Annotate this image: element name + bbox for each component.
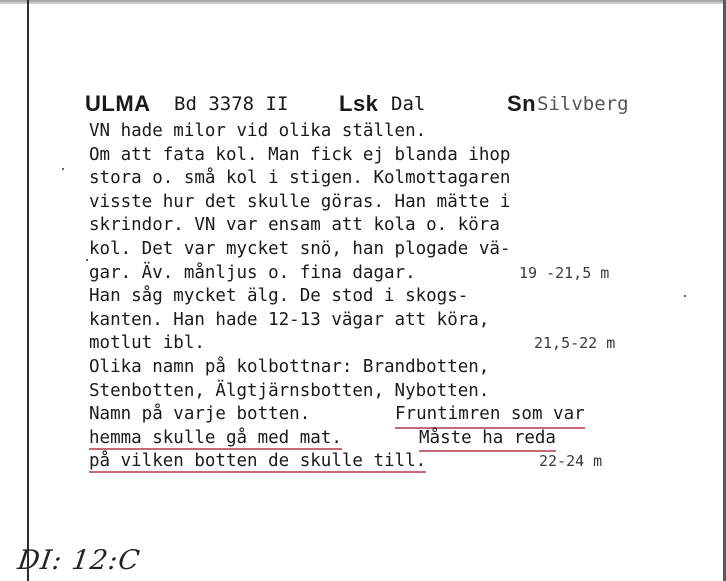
text-line [89, 262, 699, 286]
archive-signature: DI: 12:C [15, 545, 143, 576]
underlined-phrase: Fruntimren som var [395, 403, 585, 429]
text-line: Olika namn på kolbottnar: Brandbotten, [89, 356, 490, 377]
paper-speck [86, 259, 88, 261]
margin-note: 22-24 m [539, 452, 603, 471]
record-number: Bd 3378 II [174, 93, 289, 115]
text-fragment: motlut ibl. [89, 333, 205, 354]
text-line: kol. Det var mycket snö, han plogade vä- [89, 238, 511, 259]
underlined-phrase: på vilken botten de skulle till. [89, 451, 427, 472]
lsk-value: Dal [391, 93, 426, 115]
text-line: Stenbotten, Älgtjärnsbotten, Nybotten. [89, 380, 490, 401]
margin-note: 21,5-22 m [534, 334, 616, 353]
text-fragment: gar. Äv. månljus o. fina dagar. [89, 262, 416, 283]
text-line [89, 332, 699, 356]
lsk-label: Lsk [339, 91, 379, 116]
text-line [89, 427, 699, 451]
sn-label: Sn [507, 91, 537, 116]
text-line: VN hade milor vid olika ställen. [89, 121, 427, 141]
text-line: stora o. små kol i stigen. Kolmottagaren [89, 168, 511, 189]
text-line: Han såg mycket älg. De stod i skogs- [89, 286, 469, 307]
text-line [89, 403, 699, 427]
paper-speck [62, 168, 64, 170]
card-body [89, 120, 699, 474]
card-header [85, 91, 686, 121]
text-line [89, 450, 699, 474]
text-fragment: Namn på varje botten. [89, 404, 311, 425]
text-line: skrindor. VN var ensam att kola o. köra [89, 215, 500, 236]
margin-note: 19 -21,5 m [519, 263, 610, 282]
underlined-phrase: hemma skulle gå med mat. [89, 427, 342, 448]
underlined-phrase: Måste ha reda [419, 427, 556, 453]
text-line: visste hur det skulle göras. Han mätte i [89, 191, 511, 212]
card-left-edge [27, 0, 29, 581]
sn-value: Silvberg [537, 93, 629, 115]
card-top-border [0, 0, 726, 4]
archive-code: ULMA [85, 91, 151, 116]
text-line: kanten. Han hade 12-13 vägar att köra, [89, 309, 490, 330]
text-line: Om att fata kol. Man fick ej blanda ihop [89, 144, 511, 165]
